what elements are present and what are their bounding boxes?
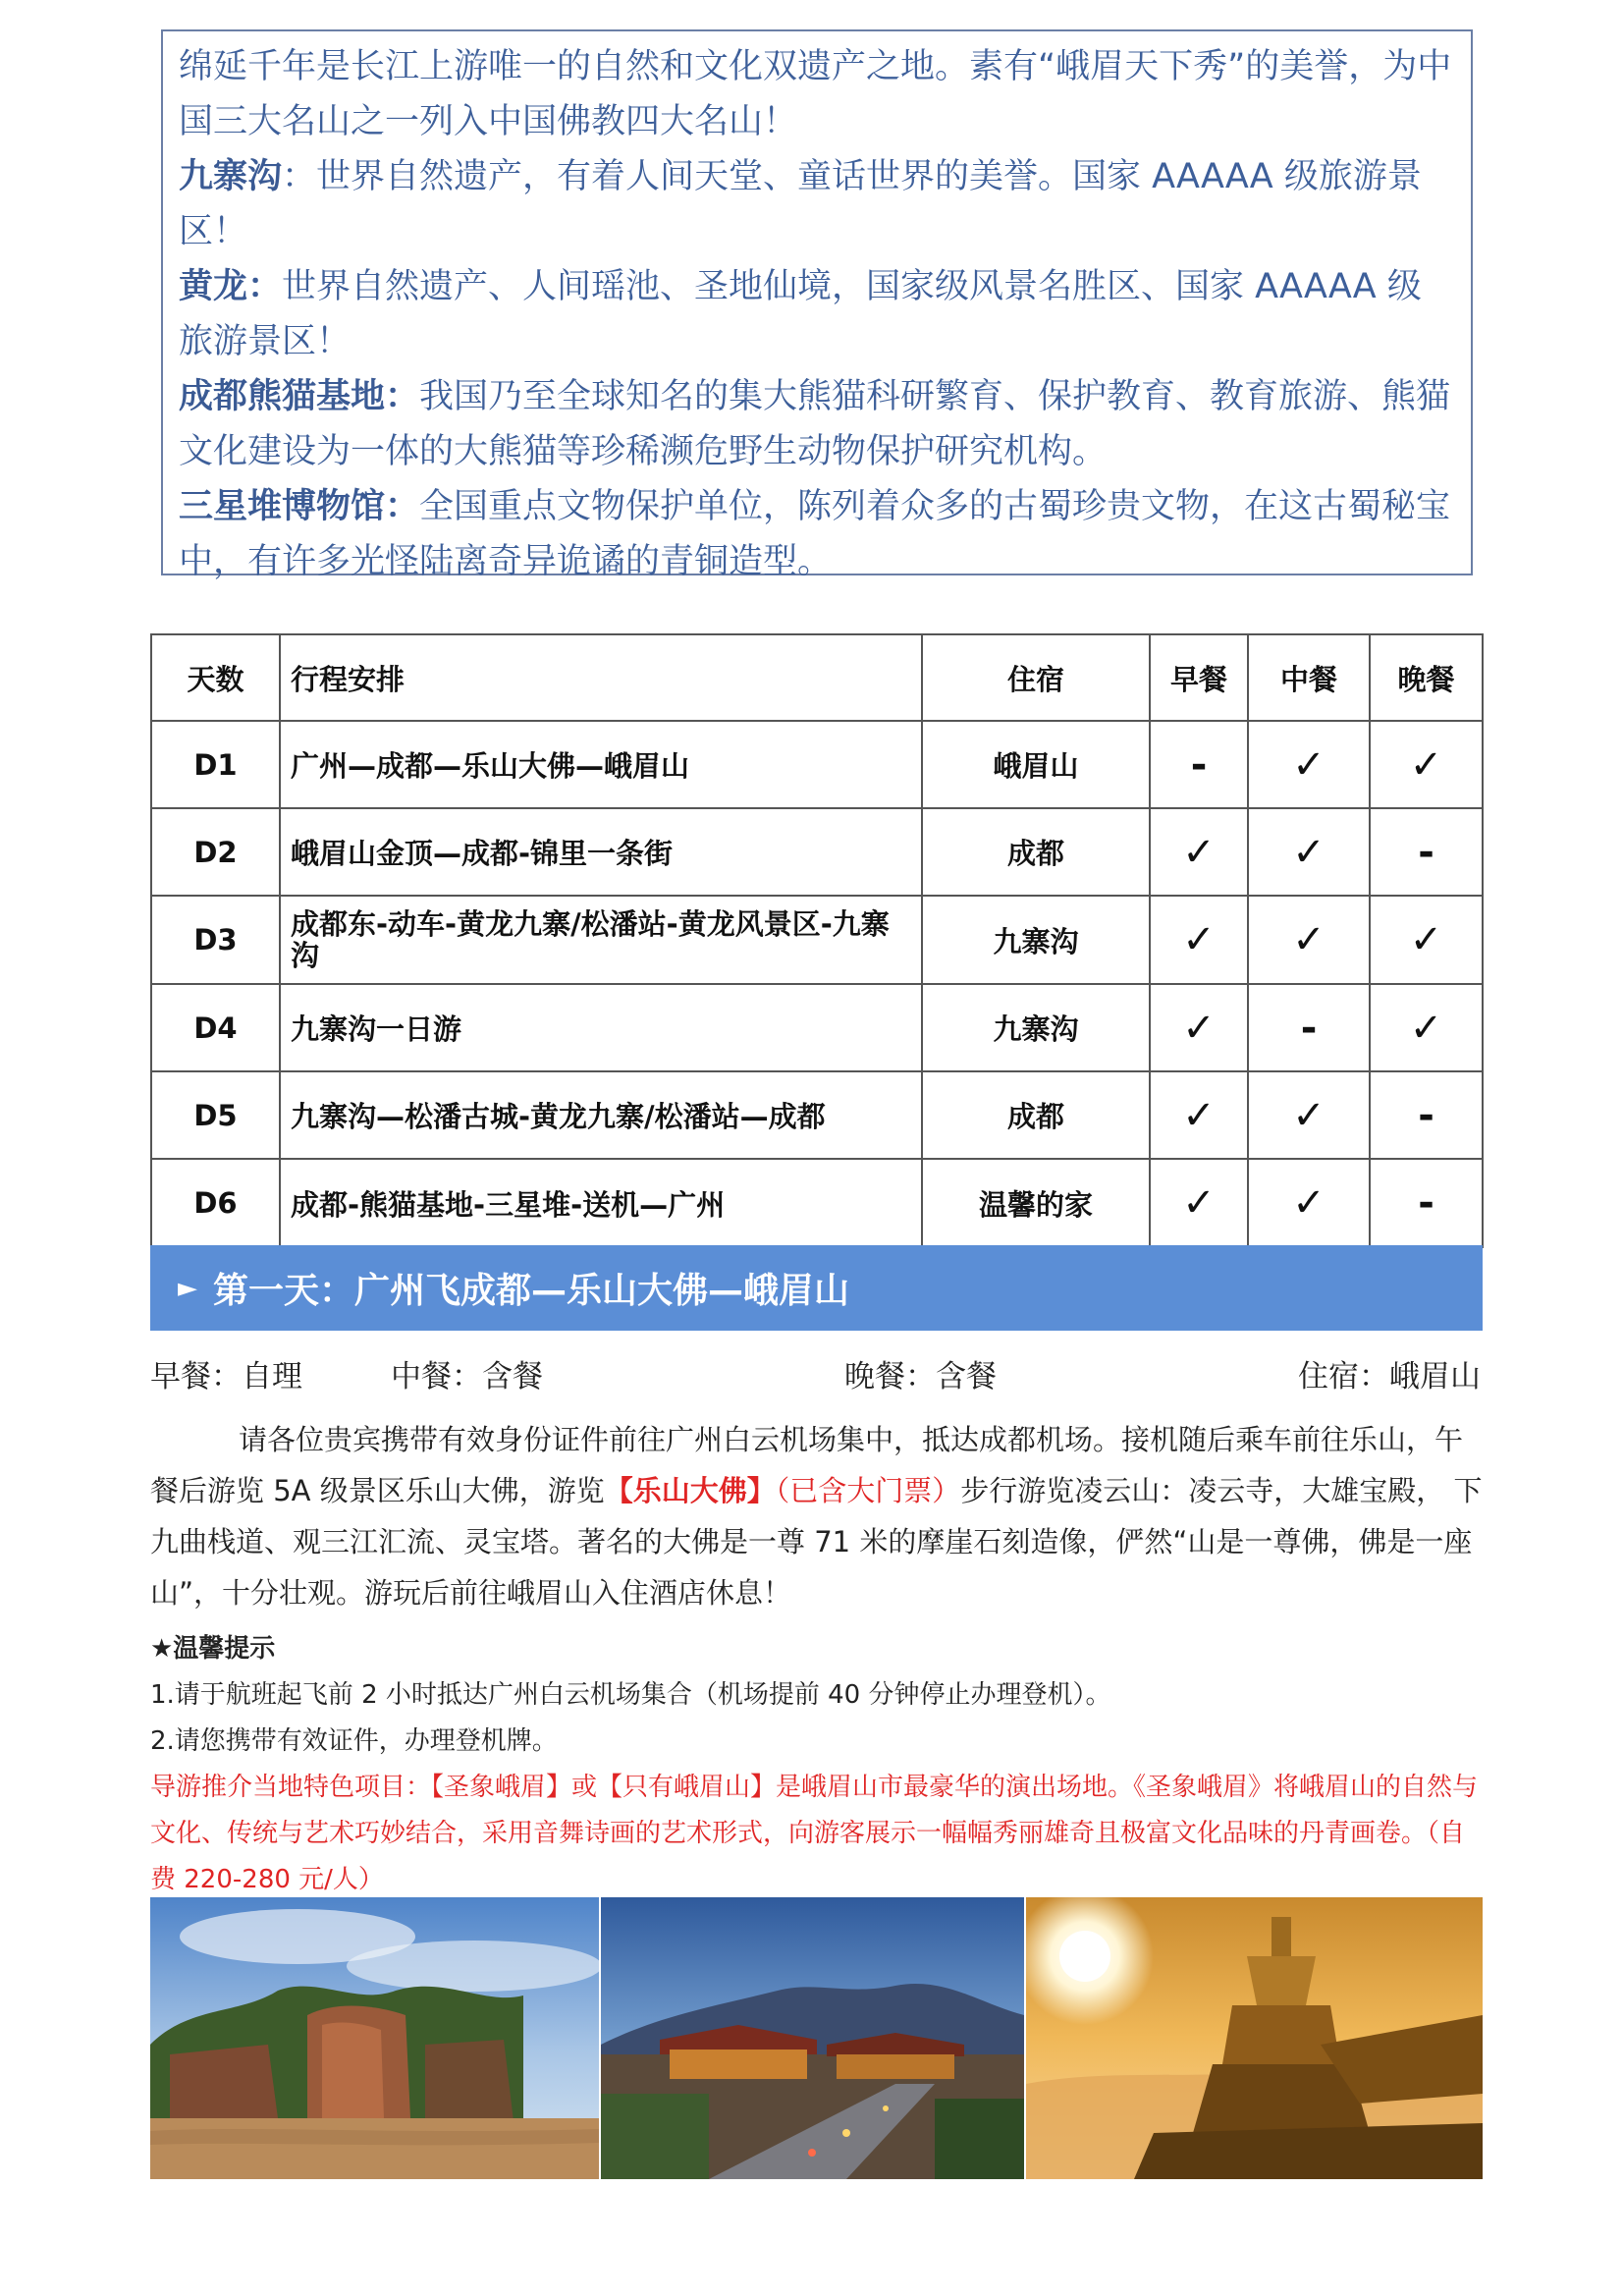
cell-plan: 九寨沟—松潘古城-黄龙九寨/松潘站—成都 [280,1071,922,1159]
cell-lunch: ✓ [1248,896,1370,984]
tips-section [150,1626,1486,1903]
table-row [151,808,1483,896]
header-breakfast: 早餐 [1150,634,1248,721]
cell-lunch: ✓ [1248,1071,1370,1159]
intro-box [161,29,1473,581]
tips-heading: ★温馨提示 [150,1634,276,1664]
cell-dinner: - [1370,1159,1483,1247]
description-highlight [605,1474,961,1507]
meal-lunch: 中餐：含餐 [391,1359,543,1394]
cell-breakfast: ✓ [1150,1071,1248,1159]
intro-item-jiuzhaigou [179,149,1455,259]
cell-breakfast: ✓ [1150,808,1248,896]
day-one-title: 第一天：广州飞成都—乐山大佛—峨眉山 [213,1271,850,1311]
cell-dinner: - [1370,1071,1483,1159]
cell-day: D2 [151,808,280,896]
cell-stay: 成都 [922,1071,1150,1159]
header-dinner: 晚餐 [1370,634,1483,721]
header-plan: 行程安排 [280,634,922,721]
meal-dinner: 晚餐：含餐 [844,1359,997,1394]
intro-item-name: 黄龙： [179,267,283,306]
cell-plan: 峨眉山金顶—成都-锦里一条街 [280,808,922,896]
tip-item: 1.请于航班起飞前 2 小时抵达广州白云机场集合（机场提前 40 分钟停止办理登机）。 [150,1680,1111,1710]
intro-paragraph: 绵延千年是长江上游唯一的自然和文化双遗产之地。素有“峨眉天下秀”的美誉，为中国三大名山之一列入中国佛教四大名山！ [179,47,1452,141]
header-stay: 住宿 [922,634,1150,721]
cell-day: D1 [151,721,280,808]
intro-item-panda-base [179,369,1455,479]
cell-day: D3 [151,896,280,984]
cell-plan: 九寨沟一日游 [280,984,922,1071]
leshan-buddha-photo [150,1897,599,2179]
cell-stay: 成都 [922,808,1150,896]
table-row [151,896,1483,984]
description-text-a: 请各位贵宾携带有效身份证件前往广州白云机场集中，抵达成都机场。接机随后乘车前往乐山，午餐后游览 5A 级景区乐山大佛，游览 [150,1423,1464,1507]
cell-lunch: - [1248,984,1370,1071]
cell-breakfast: ✓ [1150,984,1248,1071]
tip-item: 2.请您携带有效证件，办理登机牌。 [150,1726,558,1756]
intro-item-name: 成都熊猫基地： [179,377,420,416]
intro-item-text: 我国乃至全球知名的集大熊猫科研繁育、保护教育、教育旅游、熊猫文化建设为一体的大熊猫等珍稀濒危野生动物保护研究机构。 [179,377,1451,471]
cell-day: D5 [151,1071,280,1159]
intro-item-huanglong [179,259,1455,369]
cell-stay: 九寨沟 [922,896,1150,984]
meal-stay: 住宿：峨眉山 [1298,1359,1481,1394]
header-day: 天数 [151,634,280,721]
intro-item-name: 九寨沟 [179,157,283,196]
cell-day: D6 [151,1159,280,1247]
cell-dinner: ✓ [1370,896,1483,984]
table-header-row [151,634,1483,721]
cell-stay: 九寨沟 [922,984,1150,1071]
itinerary-table [150,633,1484,1248]
table-row [151,721,1483,808]
guide-recommendation: 导游推介当地特色项目：【圣象峨眉】或【只有峨眉山】是峨眉山市最豪华的演出场地。《圣象峨眉》将峨眉山的自然与文化、传统与艺术巧妙结合，采用音舞诗画的艺术形式，向游客展示一幅幅秀丽雄奇且极富文化品味的丹青画卷。（自费 220-280 元/人） [150,1773,1479,1894]
cell-breakfast: ✓ [1150,896,1248,984]
intro-item-text: ：世界自然遗产，有着人间天堂、童话世界的美誉。国家 AAAAA 级旅游景区！ [179,157,1422,251]
cell-breakfast: - [1150,721,1248,808]
table-row [151,1159,1483,1247]
cell-dinner: ✓ [1370,721,1483,808]
cell-stay: 峨眉山 [922,721,1150,808]
cell-plan: 广州—成都—乐山大佛—峨眉山 [280,721,922,808]
meal-breakfast: 早餐：自理 [150,1359,302,1394]
cell-lunch: ✓ [1248,1159,1370,1247]
cell-dinner: ✓ [1370,984,1483,1071]
day-one-description [150,1414,1486,1618]
highlight-attraction: 【乐山大佛】 [604,1474,776,1507]
table-row [151,1071,1483,1159]
cell-stay: 温馨的家 [922,1159,1150,1247]
day-one-heading-bar [150,1245,1483,1331]
emei-town-photo [601,1897,1024,2179]
cell-plan: 成都-熊猫基地-三星堆-送机—广州 [280,1159,922,1247]
description-text-b: 步行游览凌云山：凌云寺，大雄宝殿， 下九曲栈道、观三江汇流、灵宝塔。著名的大佛是一尊 71 米的摩崖石刻造像，俨然“山是一尊佛，佛是一座山”，十分壮观。游玩后前往峨眉山入住酒店休息！ [150,1474,1483,1610]
cell-lunch: ✓ [1248,721,1370,808]
play-triangle-icon: ► [178,1273,197,1303]
header-lunch: 中餐 [1248,634,1370,721]
cell-breakfast: ✓ [1150,1159,1248,1247]
description-paragraph [150,1414,1486,1618]
cell-dinner: - [1370,808,1483,896]
highlight-ticket-note: （已含大门票） [775,1474,961,1507]
cell-plan: 成都东-动车-黄龙九寨/松潘站-黄龙风景区-九寨沟 [280,896,922,984]
intro-item-name: 三星堆博物馆： [179,487,420,526]
intro-item-sanxingdui [179,479,1455,589]
meals-line [0,1351,1623,1396]
cell-lunch: ✓ [1248,808,1370,896]
intro-item-text: 世界自然遗产、人间瑶池、圣地仙境，国家级风景名胜区、国家 AAAAA 级旅游景区！ [179,267,1422,361]
golden-summit-sunrise-photo [1026,1897,1483,2179]
intro-item-text: 全国重点文物保护单位，陈列着众多的古蜀珍贵文物，在这古蜀秘宝中，有许多光怪陆离奇异诡谲的青铜造型。 [179,487,1451,581]
table-row [151,984,1483,1071]
cell-day: D4 [151,984,280,1071]
